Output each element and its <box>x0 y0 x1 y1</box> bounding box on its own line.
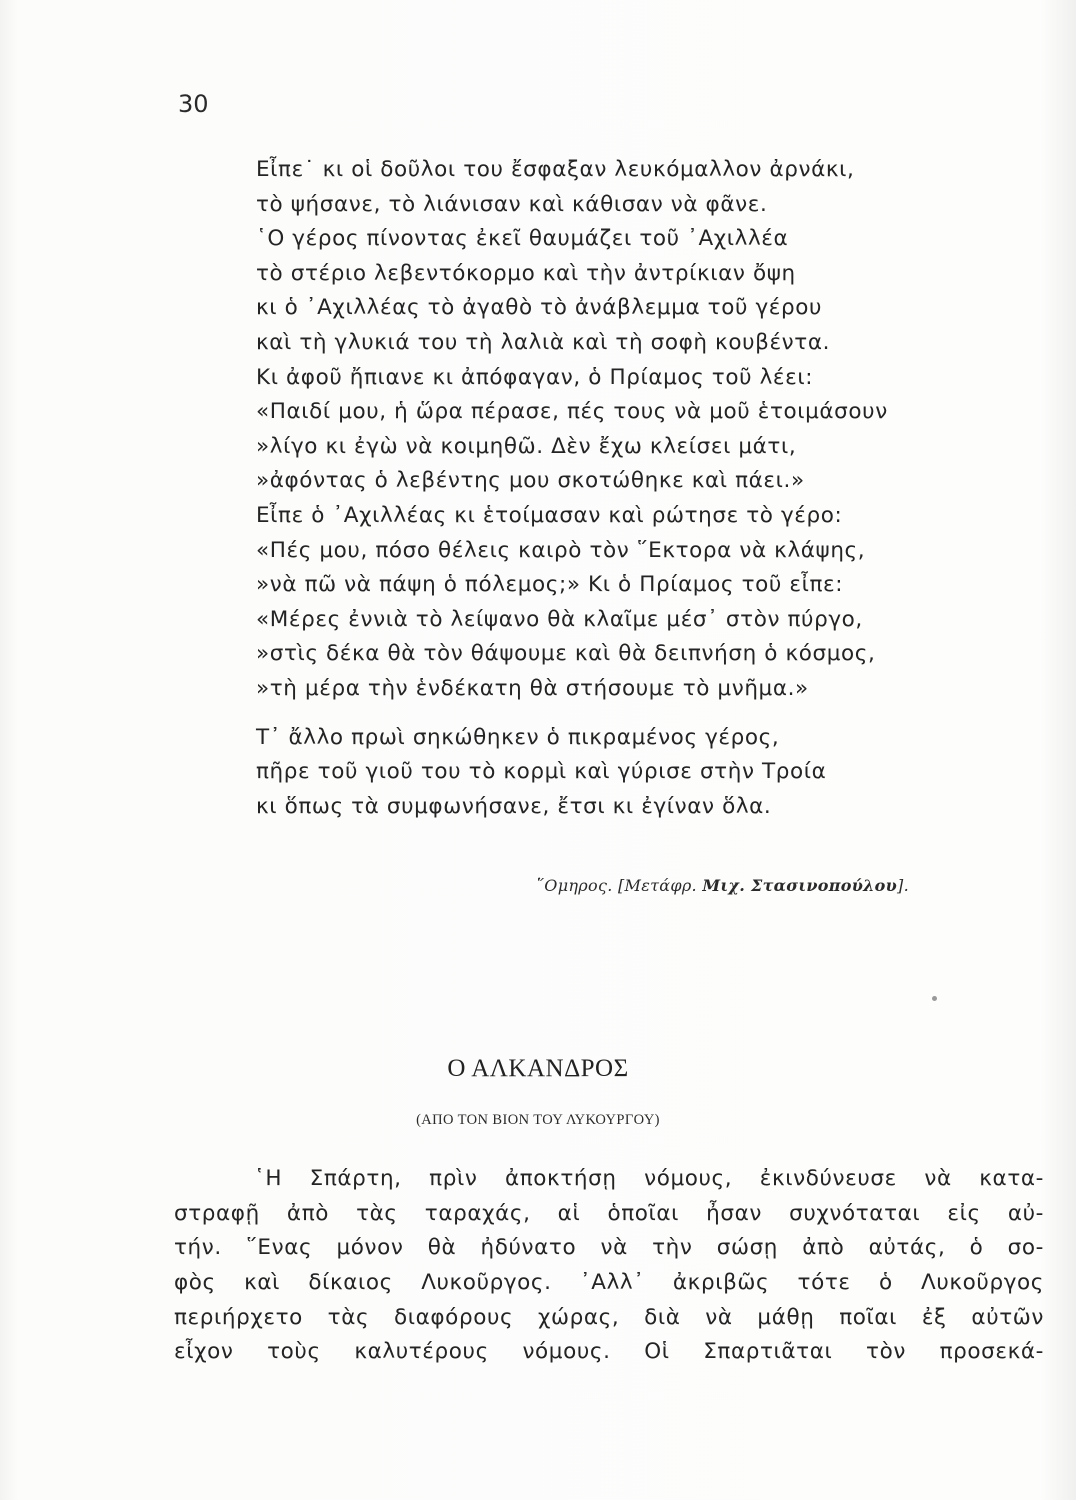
poem-line: »νὰ πῶ νὰ πάψη ὁ πόλεμος;» Κι ὁ Πρίαμος τοῦ εἶπε: <box>256 572 844 598</box>
attribution-closing: ]. <box>897 876 909 895</box>
paragraph-line: φὸς καὶ δίκαιος Λυκοῦργος. ᾿Αλλ᾿ ἀκριβῶς τότε ὁ Λυκοῦργος <box>174 1270 1044 1296</box>
poem-line: Κι ἀφοῦ ἤπιανε κι ἀπόφαγαν, ὁ Πρίαμος τοῦ λέει: <box>256 364 814 390</box>
poem-line: Εἶπε ὁ ᾿Αχιλλέας κι ἑτοίμασαν καὶ ρώτησε τὸ γέρο: <box>256 502 843 528</box>
poem-line: «Πές μου, πόσο θέλεις καιρὸ τὸν ῞Εκτορα νὰ κλάψης, <box>256 537 866 563</box>
ink-speck <box>932 996 937 1001</box>
section-title: Ο ΑΛΚΑΝΔΡΟΣ <box>447 1055 629 1082</box>
poem-line: κι ὁ ᾿Αχιλλέας τὸ ἀγαθὸ τὸ ἀνάβλεμμα τοῦ γέρου <box>256 295 823 321</box>
paragraph-line: τήν. ῞Ενας μόνον θὰ ἠδύνατο νὰ τὴν σώσῃ ἀπὸ αὐτάς, ὁ σο- <box>174 1235 1044 1261</box>
section-subtitle: (ΑΠΟ ΤΟΝ ΒΙΟΝ ΤΟΥ ΛΥΚΟΥΡΓΟΥ) <box>416 1112 660 1128</box>
poem-attribution <box>536 876 909 895</box>
poem-line: »λίγο κι ἐγὼ νὰ κοιμηθῶ. Δὲν ἔχω κλείσει μάτι, <box>256 433 797 459</box>
poem-line: «Παιδί μου, ἡ ὥρα πέρασε, πές τους νὰ μοῦ ἑτοιμάσουν <box>256 399 888 425</box>
paragraph-line: ῾Η Σπάρτη, πρὶν ἀποκτήσῃ νόμους, ἐκινδύνευσε νὰ κατα- <box>254 1166 1044 1191</box>
poem-line: »τὴ μέρα τὴν ἑνδέκατη θὰ στήσουμε τὸ μνῆμα.» <box>256 675 809 701</box>
poem-line: Τ᾿ ἄλλο πρωὶ σηκώθηκεν ὁ πικραμένος γέρος, <box>256 724 780 750</box>
poem-line: «Μέρες ἐννιὰ τὸ λείψανο θὰ κλαῖμε μέσ᾿ στὸν πύργο, <box>256 606 863 632</box>
poem-stanza-2 <box>256 721 1036 825</box>
poem-line: Εἶπε˙ κι οἱ δοῦλοι του ἔσφαξαν λευκόμαλλον ἀρνάκι, <box>256 157 855 182</box>
poem-stanza-1 <box>256 153 1036 707</box>
poem-line: τὸ ψήσανε, τὸ λιάνισαν καὶ κάθισαν νὰ φᾶνε. <box>256 191 768 217</box>
poem-line: »στὶς δέκα θὰ τὸν θάψουμε καὶ θὰ δειπνήση ὁ κόσμος, <box>256 641 876 667</box>
paragraph-line: περιήρχετο τὰς διαφόρους χώρας, διὰ νὰ μάθῃ ποῖαι ἐξ αὐτῶν <box>174 1304 1044 1330</box>
page-number: 30 <box>178 90 209 118</box>
attribution-translator-prefix: [Μετάφρ. <box>617 876 697 895</box>
attribution-translator-name: Μιχ. Στασινοπούλου <box>702 876 898 895</box>
poem-excerpt <box>256 153 1036 824</box>
poem-line: κι ὅπως τὰ συμφωνήσανε, ἔτσι κι ἐγίναν ὅλα. <box>256 793 772 819</box>
section-paragraph <box>174 1162 1044 1370</box>
paragraph-line: στραφῇ ἀπὸ τὰς ταραχάς, αἱ ὁποῖαι ἦσαν συχνόταται εἰς αὐ- <box>174 1200 1044 1226</box>
poem-line: τὸ στέριο λεβεντόκορμο καὶ τὴν ἀντρίκιαν ὄψη <box>256 260 796 286</box>
poem-line: πῆρε τοῦ γιοῦ του τὸ κορμὶ καὶ γύρισε στὴν Τροία <box>256 759 827 785</box>
poem-line: καὶ τὴ γλυκιά του τὴ λαλιὰ καὶ τὴ σοφὴ κουβέντα. <box>256 329 831 355</box>
attribution-author: ῞Ομηρος. <box>536 876 613 895</box>
poem-line: ῾Ο γέρος πίνοντας ἐκεῖ θαυμάζει τοῦ ᾿Αχιλλέα <box>256 226 789 252</box>
paragraph-line: εἶχον τοὺς καλυτέρους νόμους. Οἱ Σπαρτιᾶται τὸν προσεκά- <box>174 1339 1044 1365</box>
poem-line: »ἀφόντας ὁ λεβέντης μου σκοτώθηκε καὶ πάει.» <box>256 468 805 494</box>
